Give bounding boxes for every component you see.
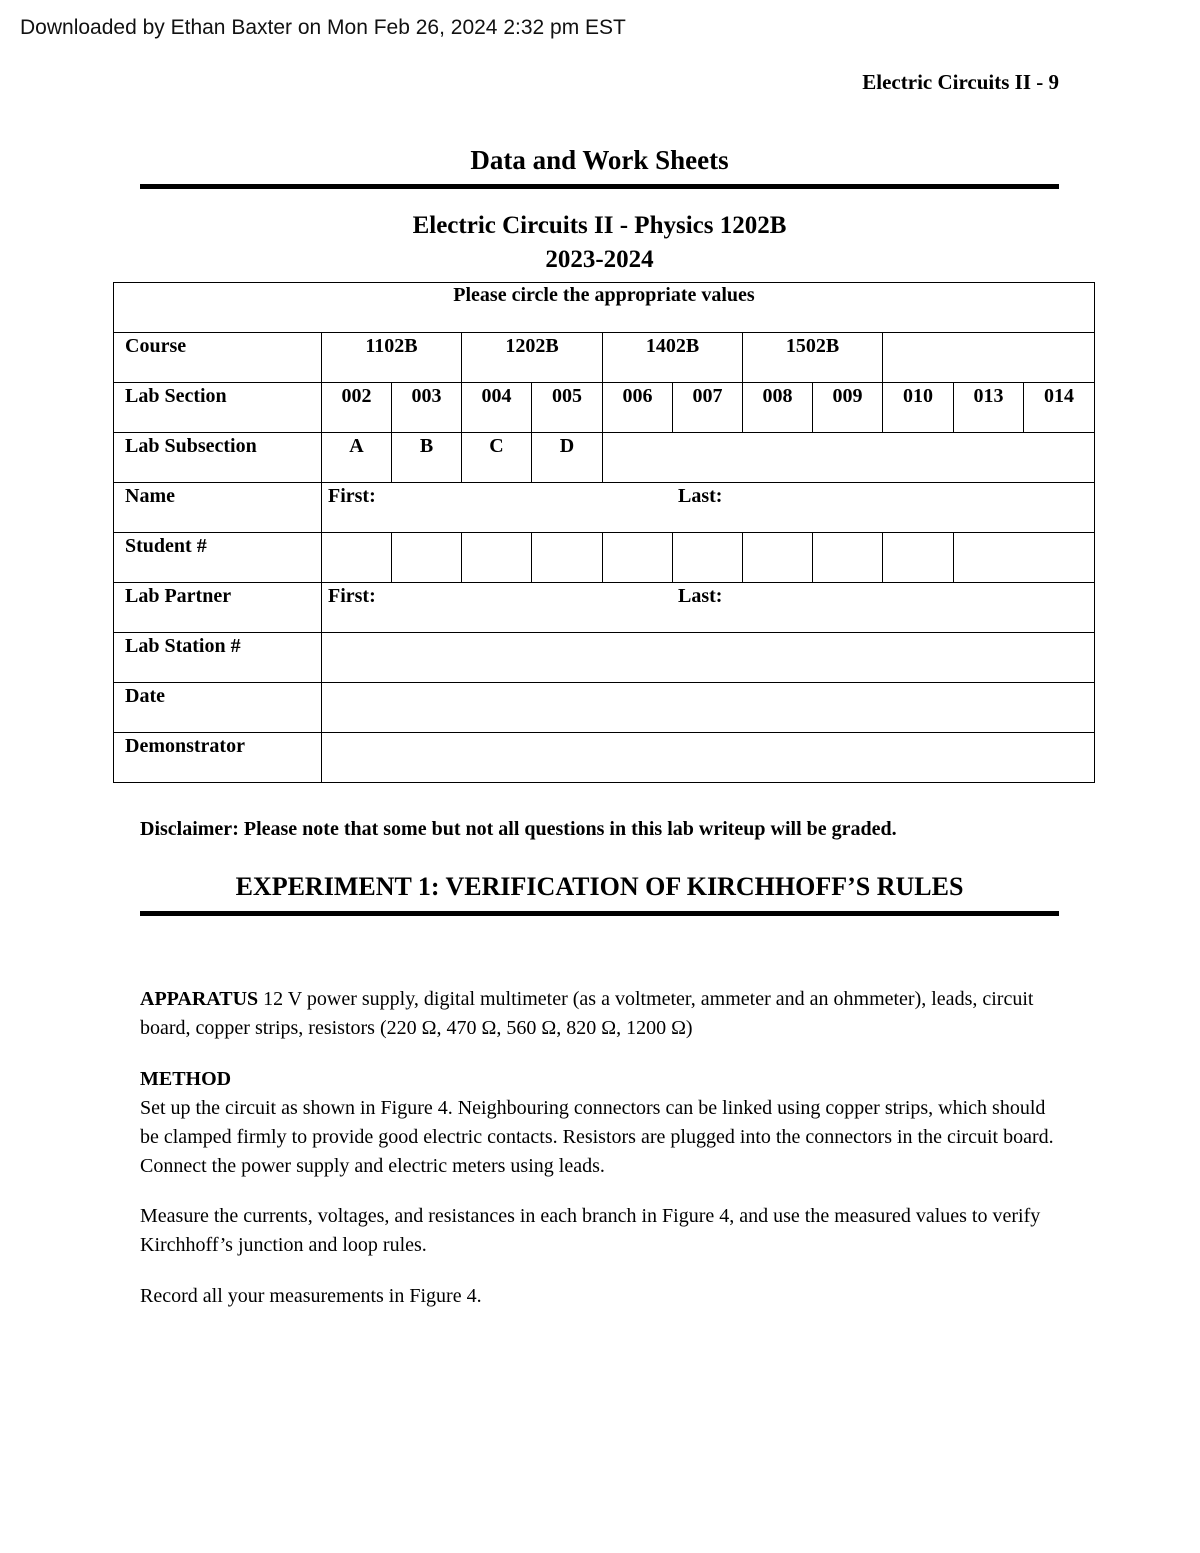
- measure-paragraph: Measure the currents, voltages, and resistances in each branch in Figure 4, and use the measured values to verify Kirchhoff’s junction and loop rules.: [140, 1205, 1041, 1256]
- lab-partner-row: [114, 583, 1095, 633]
- lab-section-row: [114, 383, 1095, 433]
- lab-subsection-label: Lab Subsection: [114, 433, 322, 483]
- lab-partner-field[interactable]: [322, 583, 1095, 633]
- lab-partner-label: Lab Partner: [114, 583, 322, 633]
- apparatus-paragraph: [140, 985, 1065, 1043]
- student-number-digit-cell[interactable]: [392, 533, 462, 583]
- name-label: Name: [114, 483, 322, 533]
- course-label: Course: [114, 333, 322, 383]
- running-header: Electric Circuits II - 9: [862, 70, 1059, 94]
- apparatus-text: 12 V power supply, digital multimeter (as a voltmeter, ammeter and an ohmmeter), leads, circuit board, copper strips, resistors (220 Ω, 470 Ω, 560 Ω, 820 Ω, 1200 Ω): [140, 988, 1034, 1039]
- student-number-digit-cell[interactable]: [322, 533, 392, 583]
- student-number-digit-cell[interactable]: [532, 533, 603, 583]
- name-first-label: First:: [328, 485, 376, 507]
- student-info-form: [113, 282, 1095, 783]
- name-field[interactable]: [322, 483, 1095, 533]
- lab-subsection-option[interactable]: C: [462, 433, 532, 483]
- lab-section-option[interactable]: 010: [883, 383, 954, 433]
- student-number-digit-cell[interactable]: [603, 533, 673, 583]
- name-last-label: Last:: [678, 485, 723, 507]
- lab-section-option[interactable]: 013: [954, 383, 1024, 433]
- form-banner-row: [114, 283, 1095, 333]
- course-option-1402b[interactable]: 1402B: [603, 333, 743, 383]
- record-paragraph: Record all your measurements in Figure 4.: [140, 1285, 482, 1307]
- student-number-digit-cell[interactable]: [743, 533, 813, 583]
- form-banner: Please circle the appropriate values: [114, 283, 1095, 333]
- lab-station-field[interactable]: [322, 633, 1095, 683]
- experiment-rule: [140, 911, 1059, 916]
- academic-year: 2023-2024: [545, 246, 654, 273]
- lab-subsection-option[interactable]: A: [322, 433, 392, 483]
- lab-section-label: Lab Section: [114, 383, 322, 433]
- lab-section-option[interactable]: 014: [1024, 383, 1095, 433]
- student-number-label: Student #: [114, 533, 322, 583]
- lab-subsection-row: [114, 433, 1095, 483]
- lab-station-row: [114, 633, 1095, 683]
- date-field[interactable]: [322, 683, 1095, 733]
- course-option-1202b[interactable]: 1202B: [462, 333, 603, 383]
- student-number-digit-cell[interactable]: [462, 533, 532, 583]
- lab-section-option[interactable]: 008: [743, 383, 813, 433]
- course-row: [114, 333, 1095, 383]
- sheet-heading: Data and Work Sheets: [470, 145, 729, 175]
- lab-section-option[interactable]: 002: [322, 383, 392, 433]
- course-option-1102b[interactable]: 1102B: [322, 333, 462, 383]
- download-notice: Downloaded by Ethan Baxter on Mon Feb 26, 2024 2:32 pm EST: [20, 16, 626, 39]
- student-number-digit-cell[interactable]: [883, 533, 954, 583]
- lab-section-option[interactable]: 003: [392, 383, 462, 433]
- course-empty-cell: [883, 333, 1095, 383]
- partner-last-label: Last:: [678, 585, 723, 607]
- date-label: Date: [114, 683, 322, 733]
- course-option-1502b[interactable]: 1502B: [743, 333, 883, 383]
- demonstrator-field[interactable]: [322, 733, 1095, 783]
- partner-first-label: First:: [328, 585, 376, 607]
- lab-section-option[interactable]: 004: [462, 383, 532, 433]
- student-number-digit-cell[interactable]: [673, 533, 743, 583]
- experiment-title: EXPERIMENT 1: VERIFICATION OF KIRCHHOFF’S RULES: [235, 872, 964, 901]
- lab-subsection-option[interactable]: D: [532, 433, 603, 483]
- method-paragraph: [140, 1065, 1065, 1181]
- student-number-row: [114, 533, 1095, 583]
- lab-subsection-option[interactable]: B: [392, 433, 462, 483]
- student-number-digit-cell[interactable]: [813, 533, 883, 583]
- student-number-digit-cell[interactable]: [954, 533, 1095, 583]
- lab-section-option[interactable]: 007: [673, 383, 743, 433]
- disclaimer: Disclaimer: Please note that some but not all questions in this lab writeup will be graded.: [140, 818, 897, 840]
- lab-subsection-empty-cell: [603, 433, 1095, 483]
- apparatus-heading: APPARATUS: [140, 988, 259, 1010]
- method-heading: METHOD: [140, 1068, 232, 1090]
- course-title-block: [140, 209, 1059, 277]
- demonstrator-row: [114, 733, 1095, 783]
- method-text: Set up the circuit as shown in Figure 4. Neighbouring connectors can be linked using copper strips, which should be clamped firmly to provide good electric contacts. Resistors are plugged into the connectors in the circuit board. Connect the power supply and electric meters using leads.: [140, 1097, 1054, 1177]
- heading-rule: [140, 184, 1059, 189]
- name-row: [114, 483, 1095, 533]
- lab-section-option[interactable]: 009: [813, 383, 883, 433]
- lab-section-option[interactable]: 005: [532, 383, 603, 433]
- demonstrator-label: Demonstrator: [114, 733, 322, 783]
- date-row: [114, 683, 1095, 733]
- lab-section-option[interactable]: 006: [603, 383, 673, 433]
- course-title: Electric Circuits II - Physics 1202B: [412, 212, 787, 239]
- lab-station-label: Lab Station #: [114, 633, 322, 683]
